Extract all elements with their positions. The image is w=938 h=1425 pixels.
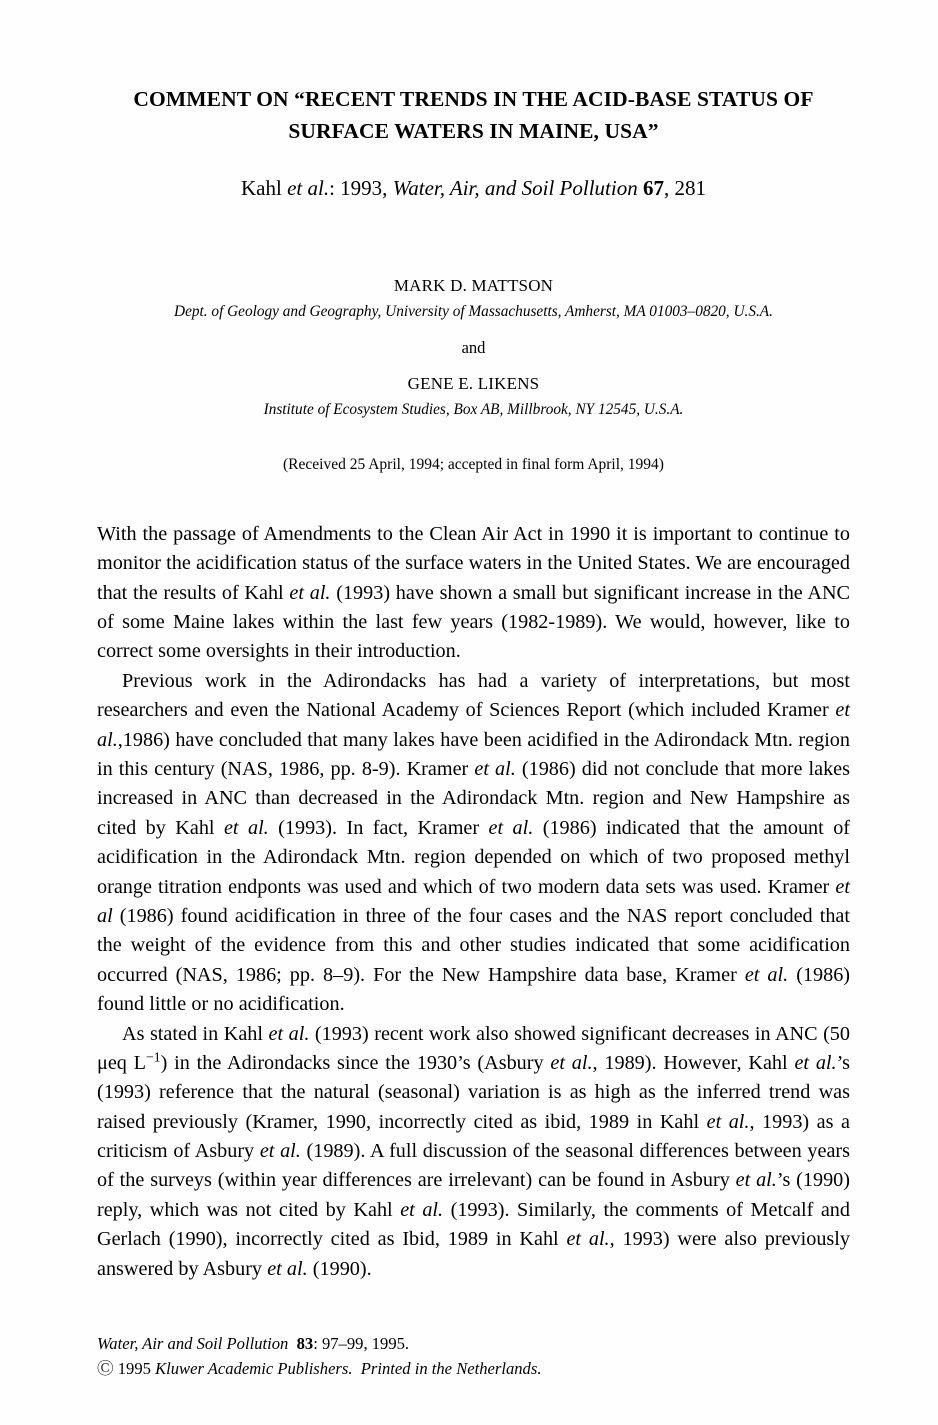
- footer-journal-name: Water, Air and Soil Pollution: [97, 1334, 289, 1353]
- author-conjunction: and: [461, 338, 486, 358]
- author-name-secondary: GENE E. LIKENS: [407, 374, 540, 394]
- para3-text-4: , 1989). However, Kahl: [592, 1051, 795, 1074]
- para3-italic-6: et al.: [735, 1169, 777, 1192]
- subtitle-lead: Kahl: [241, 175, 288, 200]
- para2-italic-5: et al: [97, 875, 850, 927]
- para3-text-1: As stated in Kahl: [122, 1022, 269, 1045]
- article-body: [97, 520, 850, 1284]
- para1-text-2: (1993) have shown a small but significant increase in the ANC of some Maine lakes within the last few years (1982-1989). We would, however, like to correct some oversights in their introduction.: [97, 581, 850, 663]
- author-affiliation-secondary: Institute of Ecosystem Studies, Box AB, Millbrook, NY 12545, U.S.A.: [263, 400, 684, 418]
- para3-text-9: (1993). Similarly, the comments of Metcalf and Gerlach (1990), incorrectly cited as Ibid, 1989 in Kahl: [97, 1198, 850, 1251]
- para2-text-1: Previous work in the Adirondacks has had a variety of interpretations, but most researchers and even the National Academy of Sciences Report (which included Kramer: [97, 669, 850, 722]
- para3-text-3: ) in the Adirondacks since the 1930’s (Asbury: [160, 1051, 551, 1074]
- para2-italic-4: et al.: [488, 816, 534, 839]
- received-date-line: (Received 25 April, 1994; accepted in final form April, 1994): [283, 455, 664, 473]
- footer-volume: 83: [296, 1334, 314, 1353]
- para3-superscript-exponent: −1: [146, 1049, 161, 1065]
- page-content: [97, 0, 850, 1284]
- footer-printed-note: Printed in the Netherlands.: [360, 1359, 542, 1379]
- para3-text-10: , 1993) were also previously answered by Asbury: [97, 1228, 850, 1280]
- subtitle-page: , 281: [663, 175, 706, 200]
- para3-text-8: ’s (1990) reply, which was not cited by Kahl: [97, 1169, 850, 1221]
- para2-italic-3: et al.: [223, 816, 269, 839]
- para3-text-11: (1990).: [307, 1257, 372, 1280]
- para2-text-7: (1986) found little or no acidification.: [97, 963, 851, 1016]
- para2-text-2: ,1986) have concluded that many lakes have been acidified in the Adirondack Mtn. region in this century (NAS, 1986, pp. 8-9). Kramer: [97, 728, 850, 781]
- para3-italic-5: et al.: [259, 1140, 301, 1163]
- subtitle-mid: : 1993,: [329, 175, 393, 200]
- document-subtitle: [97, 174, 850, 203]
- para3-italic-1: et al.: [268, 1022, 310, 1045]
- para2-text-4: (1993). In fact, Kramer: [268, 816, 489, 839]
- footer-citation-line: [97, 1331, 850, 1356]
- para3-text-6: , 1993) as a criticism of Asbury: [97, 1110, 850, 1163]
- footer-copyright-line: [97, 1356, 850, 1381]
- title-block: [97, 0, 850, 203]
- para2-text-3: (1986) did not conclude that more lakes increased in ANC than decreased in the Adirondack Mtn. region and New Hampshire as cited by Kahl: [97, 758, 850, 839]
- page-title: COMMENT ON “RECENT TRENDS IN THE ACID-BASE STATUS OF SURFACE WATERS IN MAINE, USA”: [133, 87, 814, 143]
- page-footer: [97, 1331, 850, 1381]
- para2-italic-2: et al.: [474, 758, 516, 781]
- subtitle-volume: 67: [642, 175, 664, 200]
- para1-text-1: With the passage of Amendments to the Clean Air Act in 1990 it is important to continue to monitor the acidification status of the surface waters in the United States. We are encouraged that the results of Kahl: [97, 522, 850, 604]
- para2-italic-6: et al.: [744, 963, 789, 986]
- para1-italic-1: et al.: [289, 581, 331, 604]
- body-paragraph-2: [97, 667, 850, 1020]
- footer-copyright-year: 1995: [113, 1359, 156, 1379]
- para2-text-6: (1986) found acidification in three of the four cases and the NAS report concluded that the weight of the evidence from this and other studies indicated that some acidification occurred (NAS, 1986; pp. 8–9). For the New Hampshire data base, Kramer: [97, 904, 850, 986]
- footer-pages: : 97–99, 1995.: [313, 1334, 410, 1353]
- copyright-icon: Ⓒ: [97, 1359, 114, 1379]
- para3-text-2: (1993) recent work also showed significant decreases in ANC (50 μeq L: [97, 1022, 850, 1074]
- para3-italic-8: et al.: [566, 1228, 610, 1251]
- para3-text-7: (1989). A full discussion of the seasonal differences between years of the surveys (within year differences are irrelevant) can be found in Asbury: [97, 1140, 851, 1192]
- para3-italic-3: et al.: [794, 1051, 837, 1074]
- author-name-primary: MARK D. MATTSON: [393, 276, 554, 296]
- para3-italic-7: et al.: [400, 1198, 444, 1221]
- subtitle-journal: Water, Air, and Soil Pollution: [392, 175, 638, 200]
- para3-text-5: ’s (1993) reference that the natural (seasonal) variation is as high as the inferred trend was raised previously (Kramer, 1990, incorrectly cited as ibid, 1989 in Kahl: [97, 1051, 851, 1133]
- author-block: [97, 273, 850, 422]
- para3-italic-4: et al.: [706, 1110, 750, 1133]
- author-affiliation-primary: Dept. of Geology and Geography, University of Massachusetts, Amherst, MA 01003–0820, U.S.A.: [174, 302, 773, 320]
- footer-publisher: Kluwer Academic Publishers.: [155, 1359, 353, 1379]
- para3-italic-9: et al.: [267, 1257, 308, 1280]
- body-paragraph-3: [97, 1020, 850, 1285]
- subtitle-etal: et al.: [287, 175, 330, 200]
- para2-text-5: (1986) indicated that the amount of acidification in the Adirondack Mtn. region depended on which of two proposed methyl orange titration endponts was used and which of two modern data sets was used. Kramer: [97, 816, 851, 898]
- body-paragraph-1: [97, 520, 850, 667]
- para2-italic-1: et al.: [97, 699, 850, 751]
- para3-italic-2: et al.: [550, 1051, 593, 1074]
